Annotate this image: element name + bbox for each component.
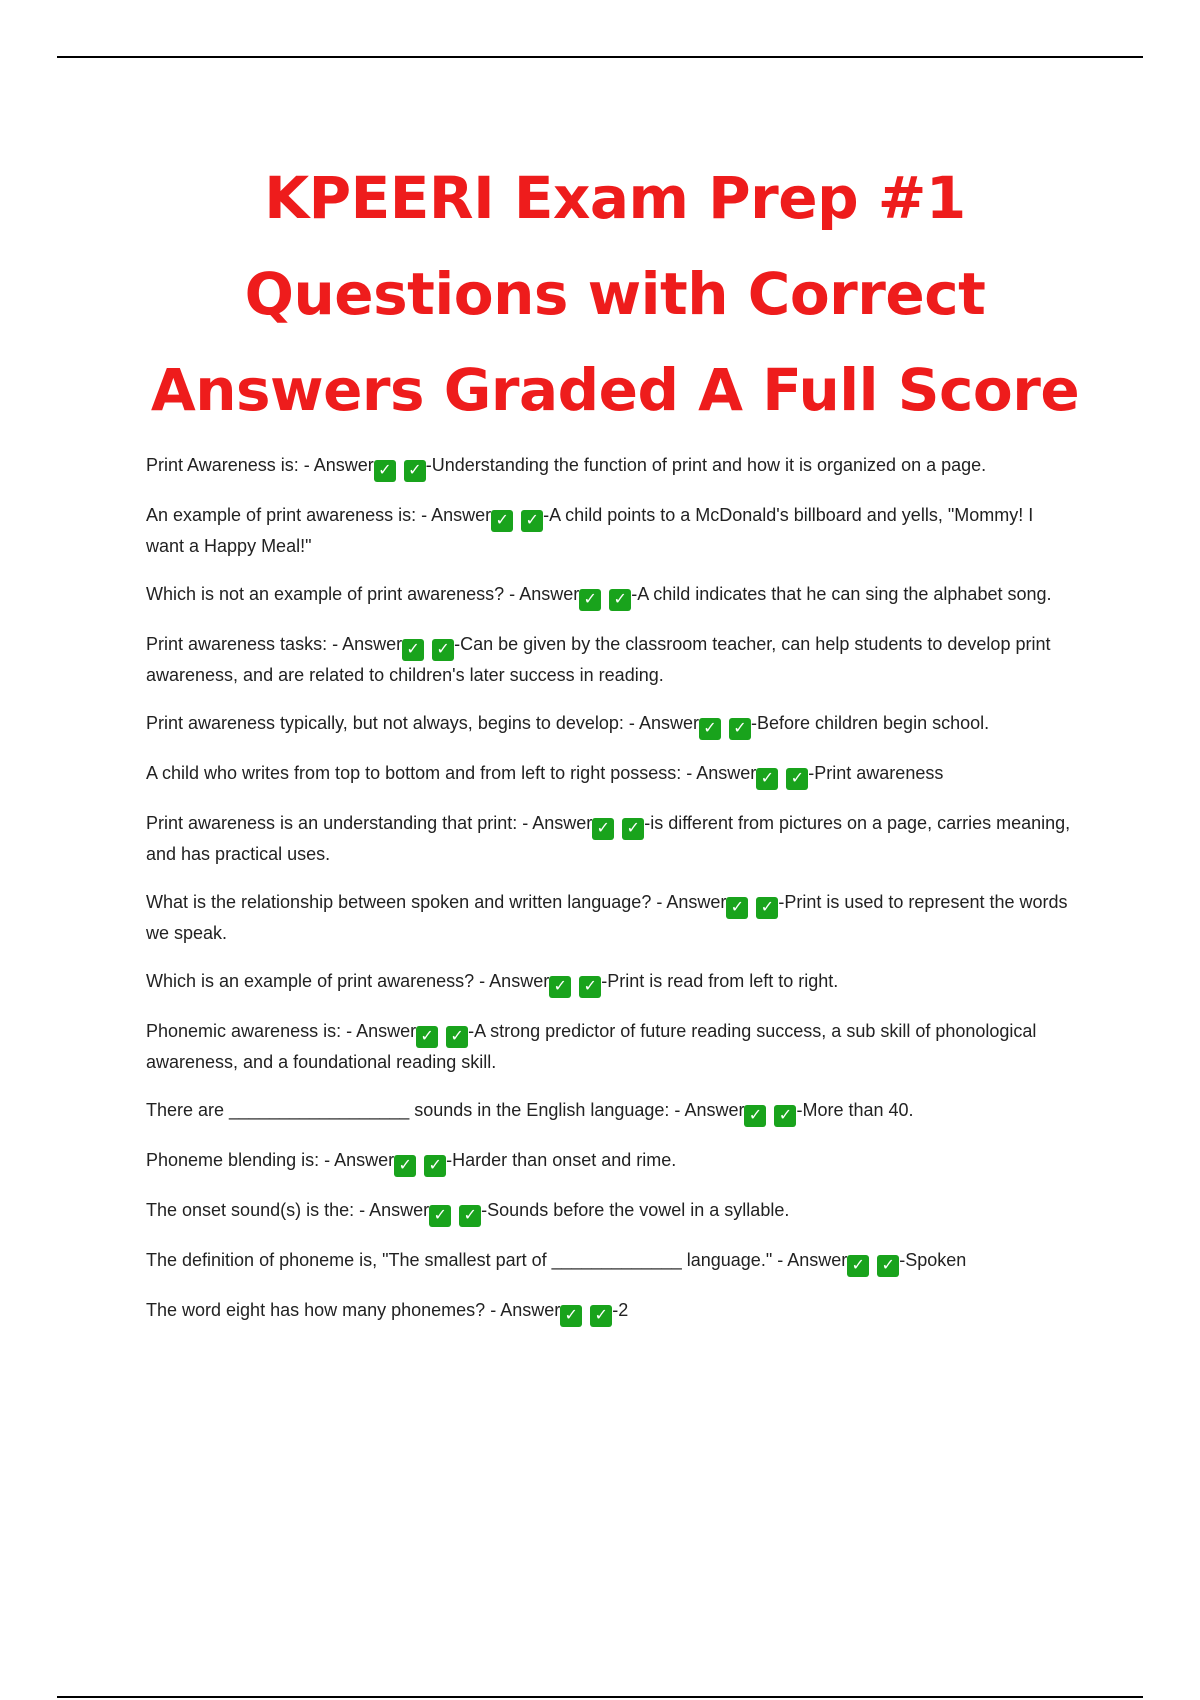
answer-marker: Answer	[500, 1300, 561, 1320]
qa-item	[146, 1096, 1076, 1127]
answer-marker: Answer	[696, 763, 757, 783]
answer-text: -Print awareness	[808, 763, 944, 783]
check-mark-box-icon: ✓	[756, 897, 778, 919]
answer-checks	[374, 455, 434, 479]
check-mark-box-icon: ✓	[774, 1105, 796, 1127]
qa-item	[146, 888, 1076, 948]
qa-item	[146, 451, 1076, 482]
check-mark-box-icon: ✓	[549, 976, 571, 998]
check-mark-box-icon: ✓	[699, 718, 721, 740]
check-mark-box-icon: ✓	[726, 897, 748, 919]
qa-item	[146, 709, 1076, 740]
answer-text: -Harder than onset and rime.	[446, 1150, 677, 1170]
qa-item	[146, 630, 1076, 690]
answer-text: -More than 40.	[796, 1100, 914, 1120]
check-mark-box-icon: ✓	[402, 639, 424, 661]
check-mark-box-icon: ✓	[491, 510, 513, 532]
question-text: Print awareness tasks: -	[146, 634, 343, 654]
check-mark-box-icon: ✓	[416, 1026, 438, 1048]
answer-marker: Answer	[787, 1250, 848, 1270]
answer-text: -Can be given by the classroom teacher, can help students to develop print awareness, and are related to children's later success in reading.	[146, 634, 1051, 685]
qa-item	[146, 1017, 1076, 1077]
check-mark-box-icon: ✓	[786, 768, 808, 790]
question-text: A child who writes from top to bottom and from left to right possess: -	[146, 763, 697, 783]
check-mark-box-icon: ✓	[579, 976, 601, 998]
document-title	[100, 150, 1130, 438]
question-text: Phoneme blending is: -	[146, 1150, 335, 1170]
question-text: Print Awareness is: -	[146, 455, 314, 475]
qa-item	[146, 1246, 1076, 1277]
answer-marker: Answer	[313, 455, 374, 475]
answer-text: -Understanding the function of print and how it is organized on a page.	[425, 455, 987, 475]
answer-text: -A child indicates that he can sing the alphabet song.	[631, 584, 1052, 604]
question-text: Which is an example of print awareness? -	[146, 971, 490, 991]
question-text: Print awareness typically, but not always, begins to develop: -	[146, 713, 639, 733]
check-mark-box-icon: ✓	[756, 768, 778, 790]
check-mark-box-icon: ✓	[847, 1255, 869, 1277]
title-line: Questions with Correct	[244, 260, 986, 328]
answer-text: -Before children begin school.	[750, 713, 990, 733]
check-mark-box-icon: ✓	[404, 460, 426, 482]
check-mark-box-icon: ✓	[592, 818, 614, 840]
answer-text: -A child points to a McDonald's billboard and yells, "Mommy! I want a Happy Meal!"	[146, 505, 1034, 556]
check-mark-box-icon: ✓	[446, 1026, 468, 1048]
check-mark-box-icon: ✓	[622, 818, 644, 840]
question-text: There are __________________ sounds in the English language: -	[146, 1100, 685, 1120]
qa-item	[146, 501, 1076, 561]
answer-marker: Answer	[431, 505, 492, 525]
question-text: Phonemic awareness is: -	[146, 1021, 357, 1041]
answer-marker: Answer	[489, 971, 550, 991]
check-mark-box-icon: ✓	[374, 460, 396, 482]
check-mark-box-icon: ✓	[560, 1305, 582, 1327]
question-text: An example of print awareness is: -	[146, 505, 432, 525]
answer-text: -Print is used to represent the words we speak.	[146, 892, 1068, 943]
check-mark-box-icon: ✓	[432, 639, 454, 661]
check-mark-box-icon: ✓	[744, 1105, 766, 1127]
check-mark-box-icon: ✓	[459, 1205, 481, 1227]
question-text: The onset sound(s) is the: -	[146, 1200, 370, 1220]
qa-item	[146, 759, 1076, 790]
qa-item	[146, 1296, 1076, 1327]
qa-item	[146, 967, 1076, 998]
qa-item	[146, 1196, 1076, 1227]
qa-item	[146, 1146, 1076, 1177]
answer-checks	[699, 713, 759, 737]
check-mark-box-icon: ✓	[609, 589, 631, 611]
check-mark-box-icon: ✓	[877, 1255, 899, 1277]
answer-text: -Spoken	[899, 1250, 967, 1270]
question-text: The word eight has how many phonemes? -	[146, 1300, 501, 1320]
answer-marker: Answer	[342, 634, 403, 654]
bottom-rule	[57, 1696, 1143, 1698]
answer-text: -Sounds before the vowel in a syllable.	[481, 1200, 790, 1220]
answer-text: -2	[612, 1300, 629, 1320]
answer-marker: Answer	[369, 1200, 430, 1220]
top-rule	[57, 56, 1143, 58]
answer-marker: Answer	[666, 892, 727, 912]
check-mark-box-icon: ✓	[424, 1155, 446, 1177]
qa-item	[146, 809, 1076, 869]
qa-item	[146, 580, 1076, 611]
answer-marker: Answer	[684, 1100, 745, 1120]
answer-text: -Print is read from left to right.	[601, 971, 839, 991]
check-mark-box-icon: ✓	[729, 718, 751, 740]
title-line: KPEERI Exam Prep #1	[264, 164, 966, 232]
answer-marker: Answer	[334, 1150, 395, 1170]
answer-marker: Answer	[519, 584, 580, 604]
answer-marker: Answer	[356, 1021, 417, 1041]
question-text: The definition of phoneme is, "The smallest part of _____________ language." -	[146, 1250, 788, 1270]
check-mark-box-icon: ✓	[579, 589, 601, 611]
question-text: Print awareness is an understanding that print: -	[146, 813, 533, 833]
check-mark-box-icon: ✓	[429, 1205, 451, 1227]
question-text: Which is not an example of print awareness? -	[146, 584, 520, 604]
check-mark-box-icon: ✓	[521, 510, 543, 532]
answer-marker: Answer	[532, 813, 593, 833]
answer-text: -is different from pictures on a page, carries meaning, and has practical uses.	[146, 813, 1071, 864]
check-mark-box-icon: ✓	[394, 1155, 416, 1177]
title-line: Answers Graded A Full Score	[150, 356, 1080, 424]
question-answer-list	[146, 451, 1076, 1346]
check-mark-box-icon: ✓	[590, 1305, 612, 1327]
answer-marker: Answer	[638, 713, 699, 733]
question-text: What is the relationship between spoken and written language? -	[146, 892, 667, 912]
answer-text: -A strong predictor of future reading success, a sub skill of phonological awareness, and a foundational reading skill.	[146, 1021, 1037, 1072]
